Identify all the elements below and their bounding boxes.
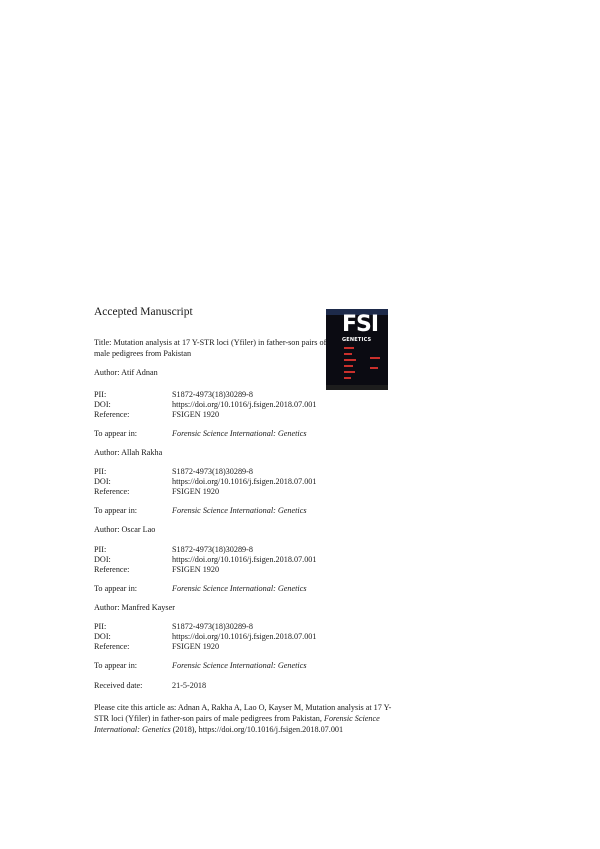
citation-text: Please cite this article as: Adnan A, Rakha A, Lao O, Kayser M, Mutation analysis at 17 Y-STR loci (Yfiler) in father-son pairs of male pedigrees from Pakistan, [94, 703, 392, 723]
doi-link[interactable]: https://doi.org/10.1016/j.fsigen.2018.07.001 [172, 632, 317, 641]
doi-label: DOI: [94, 632, 111, 641]
doi-link[interactable]: https://doi.org/10.1016/j.fsigen.2018.07.001 [172, 555, 317, 564]
journal-name: Forensic Science International: Genetics [172, 429, 307, 438]
journal-name: Forensic Science International: Genetics [172, 661, 307, 670]
article-title: Title: Mutation analysis at 17 Y-STR loci (Yfiler) in father-son pairs of male pedigrees from Pakistan [94, 338, 327, 358]
cover-gel-band [344, 365, 353, 367]
appear-label: To appear in: [94, 506, 138, 515]
doi-link[interactable]: https://doi.org/10.1016/j.fsigen.2018.07.001 [172, 477, 317, 486]
cover-gel-band [344, 359, 356, 361]
citation-paragraph [94, 702, 394, 735]
pii-value: S1872-4973(18)30289-8 [172, 545, 253, 554]
appear-label: To appear in: [94, 661, 138, 670]
doi-link[interactable]: https://doi.org/10.1016/j.fsigen.2018.07.001 [172, 400, 317, 409]
doi-label: DOI: [94, 555, 111, 564]
journal-cover-image [326, 309, 388, 390]
cover-gel-band [344, 371, 355, 373]
cover-logo: FSI [342, 312, 379, 337]
pii-value: S1872-4973(18)30289-8 [172, 467, 253, 476]
journal-name: Forensic Science International: Genetics [172, 584, 307, 593]
pii-label: PII: [94, 622, 107, 631]
citation-journal: Forensic Science International: Genetics [94, 714, 380, 734]
pii-label: PII: [94, 390, 107, 399]
author-line: Author: Manfred Kayser [94, 603, 175, 612]
received-value: 21-5-2018 [172, 681, 207, 690]
received-label: Received date: [94, 681, 143, 690]
reference-label: Reference: [94, 642, 130, 651]
reference-value: FSIGEN 1920 [172, 642, 220, 651]
reference-value: FSIGEN 1920 [172, 410, 220, 419]
reference-label: Reference: [94, 410, 130, 419]
reference-value: FSIGEN 1920 [172, 487, 220, 496]
journal-name: Forensic Science International: Genetics [172, 506, 307, 515]
reference-label: Reference: [94, 565, 130, 574]
doi-label: DOI: [94, 477, 111, 486]
author-line: Author: Allah Rakha [94, 448, 163, 457]
reference-value: FSIGEN 1920 [172, 565, 220, 574]
appear-label: To appear in: [94, 429, 138, 438]
cover-gel-band [344, 377, 351, 379]
pii-value: S1872-4973(18)30289-8 [172, 390, 253, 399]
cover-bottom-band [326, 385, 388, 390]
appear-label: To appear in: [94, 584, 138, 593]
author-line: Author: Atif Adnan [94, 368, 158, 377]
cover-subtitle: GENETICS [342, 337, 372, 343]
cover-gel-band [370, 367, 378, 369]
page-heading: Accepted Manuscript [94, 306, 193, 318]
doi-label: DOI: [94, 400, 111, 409]
pii-value: S1872-4973(18)30289-8 [172, 622, 253, 631]
cover-gel-band [344, 353, 352, 355]
citation-suffix[interactable]: (2018), https://doi.org/10.1016/j.fsigen.2018.07.001 [170, 725, 344, 734]
pii-label: PII: [94, 545, 107, 554]
pii-label: PII: [94, 467, 107, 476]
reference-label: Reference: [94, 487, 130, 496]
cover-gel-band [344, 347, 354, 349]
cover-gel-band [370, 357, 380, 359]
author-line: Author: Oscar Lao [94, 525, 156, 534]
